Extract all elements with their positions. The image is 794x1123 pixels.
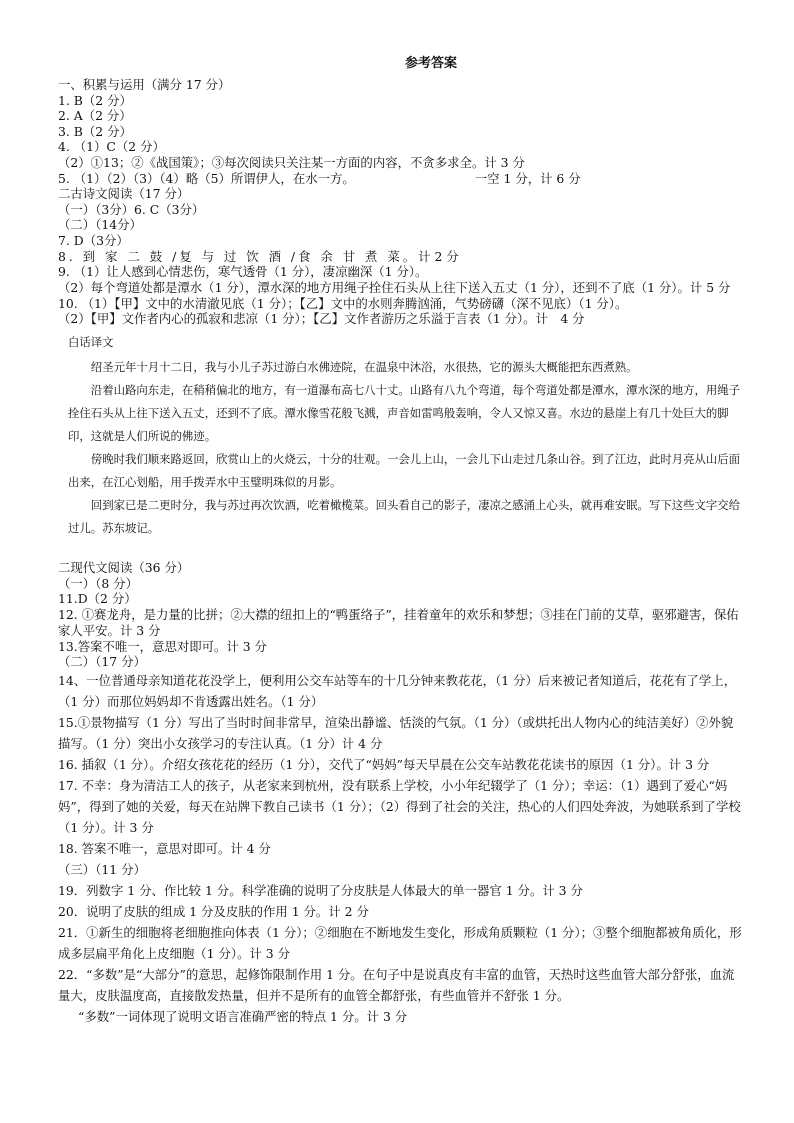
answer-9-2: （2）每个弯道处都是潭水（1 分），潭水深的地方用绳子拴住石头从上往下送入五丈（1 分），还到不了底（1 分）。计 5 分 (58, 279, 731, 295)
group-2-heading: （二）（14分） (58, 217, 142, 233)
answer-12: 12. ①赛龙舟，是力量的比拼；②大襟的纽扣上的“鸭蛋络子”，挂着童年的欢乐和梦想；③挂在门前的艾草，驱邪避害，保佑家人平安。计 3 分 (58, 606, 739, 638)
answer-4-2: （2）①13；②《战国策》；③每次阅读只关注某一方面的内容，不贪多求全。计 3 分 (58, 154, 525, 170)
answer-8 (58, 249, 744, 265)
answer-18: 18. 答案不唯一，意思对即可。计 4 分 (58, 840, 271, 856)
translation-paragraph-1: 绍圣元年十月十二日，我与小儿子苏过游白水佛迹院，在温泉中沐浴，水很热，它的源头大概能把东西煮熟。 (90, 359, 638, 374)
answer-11: 11.D（2 分） (58, 591, 137, 607)
answer-6: （一）（3分）6. C（3分） (58, 201, 205, 217)
answer-22-conclusion: “多数”一词体现了说明文语言准确严密的特点 1 分。计 3 分 (78, 1008, 408, 1024)
translation-paragraph-4: 回到家已是二更时分，我与苏过再次饮酒，吃着橄榄菜。回头看自己的影子，凄凉之感涌上心头，就再难安眠。写下这些文字交给过儿。苏东坡记。 (68, 497, 741, 535)
section-1-heading: 一、积累与运用（满分 17 分） (58, 77, 231, 92)
answer-4-1: 4. （1）C（2 分） (58, 139, 165, 155)
page-title: 参考答案 (404, 56, 457, 71)
answer-5-score: 一空 1 分，计 6 分 (474, 170, 581, 186)
answer-8-text: 8. 到 家 二 鼓 /复 与 过 饮 酒 /食 余 甘 煮 菜。 (58, 248, 419, 264)
answer-sheet (58, 52, 744, 1027)
answer-5-text: 5. （1）（2）（3）（4）略（5）所谓伊人，在水一方。 (58, 170, 355, 186)
translation-paragraph-2: 沿着山路向东走，在稍稍偏北的地方，有一道瀑布高七八十丈。山路有八九个弯道，每个弯道处都是潭水，潭水深的地方，用绳子拴住石头从上往下送入五丈，还到不了底。潭水像雪花般飞溅，声音如雷鸣般轰响，令人又惊又喜。水边的悬崖上有几十处巨大的脚印，这就是人们所说的佛迹。 (68, 382, 741, 443)
answer-8-score: 计 2 分 (418, 248, 459, 264)
answer-10-1: 10. （1）【甲】文中的水清澈见底（1 分）；【乙】文中的水则奔腾汹涌，气势磅礴（深不见底）（1 分）。 (58, 295, 628, 311)
answer-7: 7. D（3分） (58, 232, 129, 248)
answer-9-1: 9. （1）让人感到心情悲伤，寒气透骨（1 分），凄凉幽深（1 分）。 (58, 264, 428, 280)
answer-21: 21．①新生的细胞将老细胞推向体表（1 分）；②细胞在不断地发生变化，形成角质颗粒（1 分）；③整个细胞都被角质化，形成多层扁平角化上皮细胞（1 分）。计 3 分 (58, 924, 742, 961)
answer-2: 2. A（2 分） (58, 108, 132, 124)
answer-13: 13.答案不唯一，意思对即可。计 3 分 (58, 638, 267, 654)
answer-1: 1. B（2 分） (58, 92, 132, 108)
answer-17: 17. 不幸：身为清洁工人的孩子，从老家来到杭州，没有联系上学校，小小年纪辍学了（1 分）；幸运：（1）遇到了爱心“妈妈”，得到了她的关爱，每天在站牌下教自己读书（1 分）；（2）得到了社会的关注，热心的人们四处奔波，为她联系到了学校（1 分）。计 3 分 (58, 777, 741, 835)
answer-10-2: （2）【甲】文作者内心的孤寂和悲凉（1 分）；【乙】文作者游历之乐溢于言表（1 分）。计 4 分 (58, 311, 585, 327)
group-3-2-heading: （二）（17 分） (58, 654, 146, 670)
translation-block (68, 331, 744, 540)
answer-20: 20．说明了皮肤的组成 1 分及皮肤的作用 1 分。计 2 分 (58, 903, 369, 919)
section-2-heading: 二古诗文阅读（17 分） (58, 186, 190, 202)
answer-16: 16. 插叙（1 分）。介绍女孩花花的经历（1 分），交代了“妈妈”每天早晨在公交车站教花花读书的原因（1 分）。计 3 分 (58, 756, 710, 772)
answer-3: 3. B（2 分） (58, 123, 132, 139)
group-3-1-heading: （一）（8 分） (58, 575, 138, 591)
translation-paragraph-3: 傍晚时我们顺来路返回，欣赏山上的火烧云，十分的壮观。一会儿上山，一会儿下山走过几条山谷。到了江边，此时月亮从山后面出来，在江心划船，用手拨弄水中玉璧明珠似的月影。 (68, 451, 741, 489)
answer-15: 15.①景物描写（1 分）写出了当时时间非常早，渲染出静谧、恬淡的气氛。（1 分）（或烘托出人物内心的纯洁美好）②外貌描写。（1 分）突出小女孩学习的专注认真。（1 分）计 4 分 (58, 714, 734, 751)
answer-19: 19．列数字 1 分、作比较 1 分。科学准确的说明了分皮肤是人体最大的单一器官 1 分。计 3 分 (58, 882, 583, 898)
translation-heading: 白话译文 (68, 334, 114, 349)
group-3-3-heading: （三）（11 分） (58, 861, 146, 877)
answer-22: 22．“多数”是“大部分”的意思，起修饰限制作用 1 分。在句子中是说真皮有丰富的血管，天热时这些血管大部分舒张，血流量大，皮肤温度高，直接散发热量，但并不是所有的血管全都舒张，有些血管并不舒张 1 分。 (58, 966, 735, 1003)
answer-5 (58, 171, 744, 187)
answer-14: 14、一位普通母亲知道花花没学上，便利用公交车站等车的十几分钟来教花花，（1 分）后来被记者知道后，花花有了学上，（1 分）而那位妈妈却不肯透露出姓名。（1 分） (58, 672, 737, 709)
section-3-heading: 二现代文阅读（36 分） (58, 559, 190, 575)
